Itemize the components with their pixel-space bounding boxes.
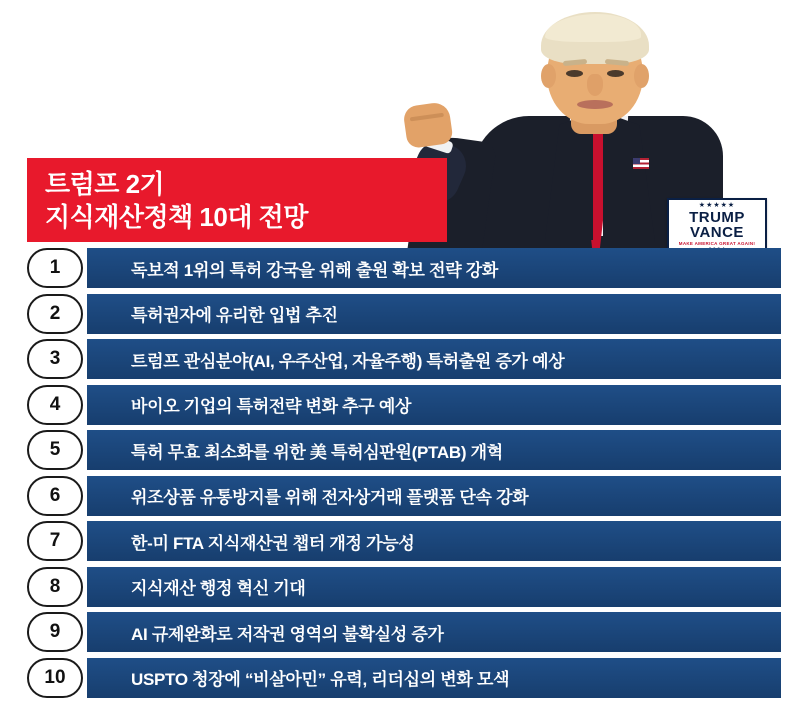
item-number: 2 (27, 294, 83, 334)
list-item (27, 385, 781, 425)
item-text: 지식재산 행정 혁신 기대 (131, 579, 306, 598)
item-number: 5 (27, 430, 83, 470)
item-number: 7 (27, 521, 83, 561)
campaign-sign (667, 198, 767, 250)
list-item (27, 612, 781, 652)
item-text: 위조상품 유통방지를 위해 전자상거래 플랫폼 단속 강화 (131, 488, 529, 507)
item-text: 독보적 1위의 특허 강국을 위해 출원 확보 전략 강화 (131, 260, 498, 280)
list-item (27, 521, 781, 561)
list-item (27, 294, 781, 334)
item-number: 6 (27, 476, 83, 516)
title-line-1: 트럼프 2기 (45, 169, 165, 199)
mouth (577, 100, 613, 109)
item-text: USPTO 청장에 “비살아민” 유력, 리더십의 변화 모색 (131, 670, 510, 689)
item-number: 8 (27, 567, 83, 607)
list-item (27, 339, 781, 379)
campaign-sign-slogan: MAKE AMERICA GREAT AGAIN! (678, 241, 756, 246)
item-number: 3 (27, 339, 83, 379)
list-item (27, 658, 781, 698)
item-number: 10 (27, 658, 83, 698)
title-banner (27, 158, 447, 242)
item-text: AI 규제완화로 저작권 영역의 불확실성 증가 (131, 624, 444, 644)
forecast-list (27, 248, 781, 703)
item-text: 한-미 FTA 지식재산권 챕터 개정 가능성 (131, 533, 415, 553)
list-item (27, 476, 781, 516)
raised-fist (402, 101, 453, 149)
item-text: 트럼프 관심분야(AI, 우주산업, 자율주행) 특허출원 증가 예상 (131, 351, 565, 371)
ear-left (541, 64, 556, 88)
list-item (27, 430, 781, 470)
list-item (27, 567, 781, 607)
nose (587, 74, 603, 96)
campaign-sign-stars: ★★★★★ (698, 202, 736, 209)
item-text: 특허 무효 최소화를 위한 美 특허심판원(PTAB) 개혁 (131, 442, 503, 462)
item-number: 4 (27, 385, 83, 425)
eye-right (607, 70, 624, 77)
item-text: 특허권자에 유리한 입법 추진 (131, 306, 338, 325)
item-number: 1 (27, 248, 83, 288)
campaign-sign-name-bottom: VANCE (690, 224, 744, 241)
title-line-2: 지식재산정책 10대 전망 (45, 202, 308, 232)
ear-right (634, 64, 649, 88)
item-number: 9 (27, 612, 83, 652)
campaign-sign-name-top: TRUMP (689, 209, 745, 226)
flag-pin-icon (633, 158, 649, 169)
list-item (27, 248, 781, 288)
eye-left (566, 70, 583, 77)
item-text: 바이오 기업의 특허전략 변화 추구 예상 (131, 397, 412, 416)
